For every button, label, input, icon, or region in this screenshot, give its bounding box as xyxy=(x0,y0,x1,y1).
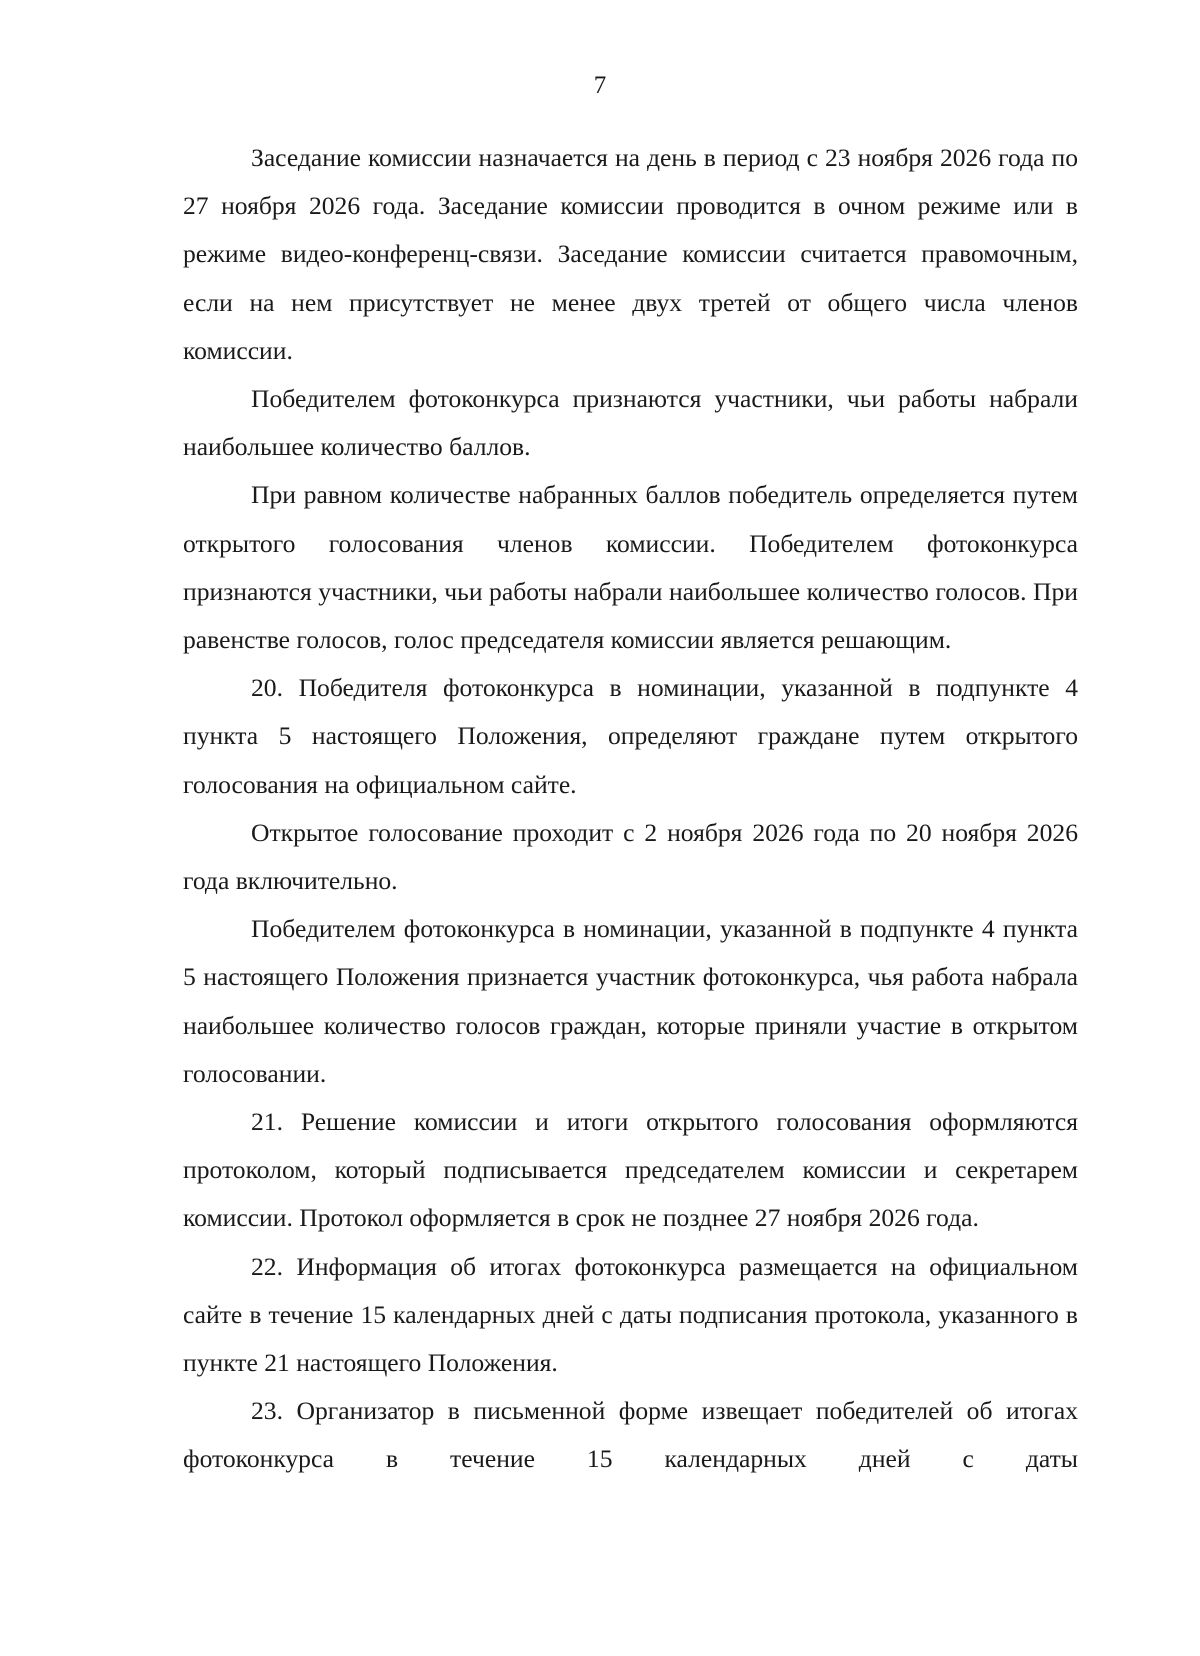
paragraph-item-22: 22. Информация об итогах фотоконкурса размещается на официальном сайте в течение 15 календарных дней с даты подписания протокола, указанного в пункте 21 настоящего Положения. xyxy=(183,1251,1078,1378)
paragraph-winners-by-points: Победителем фотоконкурса признаются участники, чьи работы набрали наибольшее количество баллов. xyxy=(183,384,1078,462)
paragraph-commission-meeting: Заседание комиссии назначается на день в период с 23 ноября 2026 года по 27 ноября 2026 года. Заседание комиссии проводится в очном режиме или в режиме видео-конференц-связи. Заседание комиссии считается правомочным, если на нем присутствует не менее двух третей от общего числа членов комиссии. xyxy=(183,143,1078,365)
paragraph-item-20: 20. Победителя фотоконкурса в номинации, указанной в подпункте 4 пункта 5 настоящего Положения, определяют граждане путем открытого голосования на официальном сайте. xyxy=(183,673,1078,799)
paragraph-equal-points: При равном количестве набранных баллов победитель определяется путем открытого голосования членов комиссии. Победителем фотоконкурса признаются участники, чьи работы набрали наибольшее количество голосов. При равенстве голосов, голос председателя комиссии является решающим. xyxy=(183,480,1078,655)
paragraph-nomination-winner: Победителем фотоконкурса в номинации, указанной в подпункте 4 пункта 5 настоящего Положения признается участник фотоконкурса, чья работа набрала наибольшее количество голосов граждан, которые приняли участие в открытом голосовании. xyxy=(183,914,1078,1088)
paragraph-item-23: 23. Организатор в письменной форме извещает победителей об итогах фотоконкурса в течение 15 календарных дней с даты xyxy=(183,1396,1078,1474)
document-body xyxy=(183,134,1078,1484)
paragraph-open-voting-period: Открытое голосование проходит с 2 ноября 2026 года по 20 ноября 2026 года включительно. xyxy=(183,817,1078,896)
paragraph-item-21: 21. Решение комиссии и итоги открытого голосования оформляются протоколом, который подписывается председателем комиссии и секретарем комиссии. Протокол оформляется в срок не позднее 27 ноября 2026 года. xyxy=(183,1107,1078,1233)
page-number: 7 xyxy=(593,72,607,99)
